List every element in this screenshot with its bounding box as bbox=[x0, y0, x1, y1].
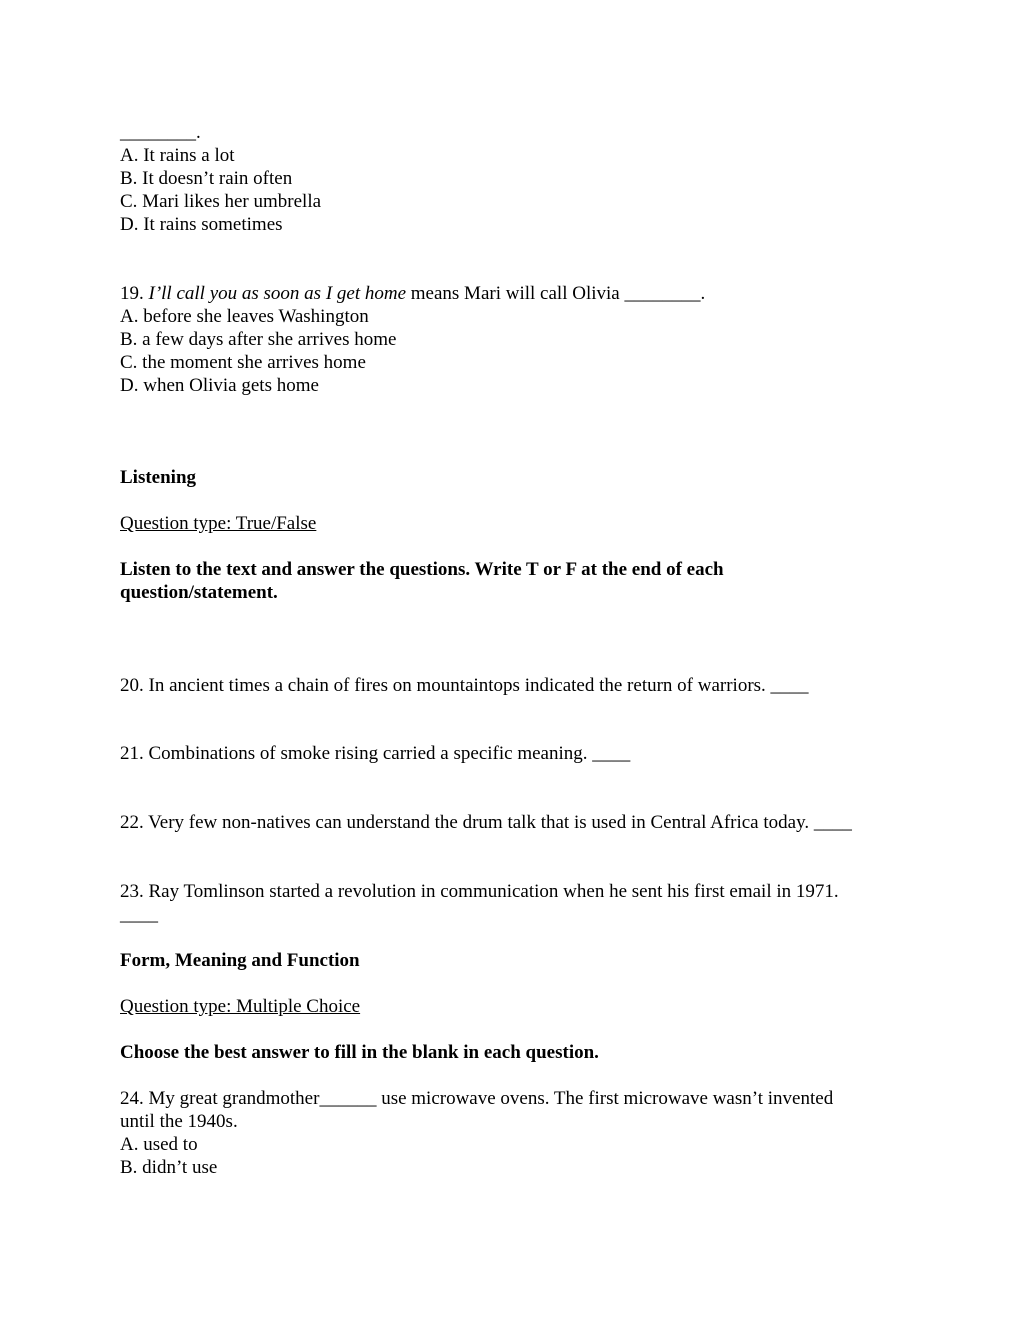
q19-rest: means Mari will call Olivia ________. bbox=[406, 283, 706, 304]
form-heading: Form, Meaning and Function bbox=[120, 950, 360, 971]
q20-statement: 20. In ancient times a chain of fires on mountaintops indicated the return of warriors. ____ bbox=[120, 675, 809, 696]
q24-option-b: B. didn’t use bbox=[120, 1157, 218, 1178]
q19-italic-phrase: I’ll call you as soon as I get home bbox=[148, 283, 407, 304]
q19-option-c: C. the moment she arrives home bbox=[120, 352, 366, 373]
q24-stem-line2: until the 1940s. bbox=[120, 1111, 238, 1132]
form-instruction: Choose the best answer to fill in the blank in each question. bbox=[120, 1042, 599, 1063]
q18-blank: ________. bbox=[120, 122, 201, 143]
q22-statement: 22. Very few non-natives can understand the drum talk that is used in Central Africa today. ____ bbox=[120, 812, 852, 833]
listening-heading: Listening bbox=[120, 467, 197, 488]
q24-stem-line1: 24. My great grandmother______ use microwave ovens. The first microwave wasn’t invented bbox=[120, 1088, 834, 1109]
q19-option-a: A. before she leaves Washington bbox=[120, 306, 369, 327]
q18-option-c: C. Mari likes her umbrella bbox=[120, 191, 322, 212]
q24-option-a: A. used to bbox=[120, 1134, 198, 1155]
q18-option-d: D. It rains sometimes bbox=[120, 214, 283, 235]
q19-number: 19. bbox=[120, 283, 149, 304]
listening-question-type: Question type: True/False bbox=[120, 513, 317, 534]
q23-blank: ____ bbox=[120, 904, 158, 925]
q19-option-b: B. a few days after she arrives home bbox=[120, 329, 397, 350]
form-question-type: Question type: Multiple Choice bbox=[120, 996, 361, 1017]
q21-statement: 21. Combinations of smoke rising carried a specific meaning. ____ bbox=[120, 743, 631, 764]
listening-instruction-line2: question/statement. bbox=[120, 582, 278, 603]
q19-option-d: D. when Olivia gets home bbox=[120, 375, 319, 396]
q18-option-a: A. It rains a lot bbox=[120, 145, 235, 166]
q18-option-b: B. It doesn’t rain often bbox=[120, 168, 293, 189]
q19-stem bbox=[120, 282, 705, 305]
listening-instruction-line1: Listen to the text and answer the questions. Write T or F at the end of each bbox=[120, 559, 724, 580]
q23-statement: 23. Ray Tomlinson started a revolution in communication when he sent his first email in 1971. bbox=[120, 881, 839, 902]
